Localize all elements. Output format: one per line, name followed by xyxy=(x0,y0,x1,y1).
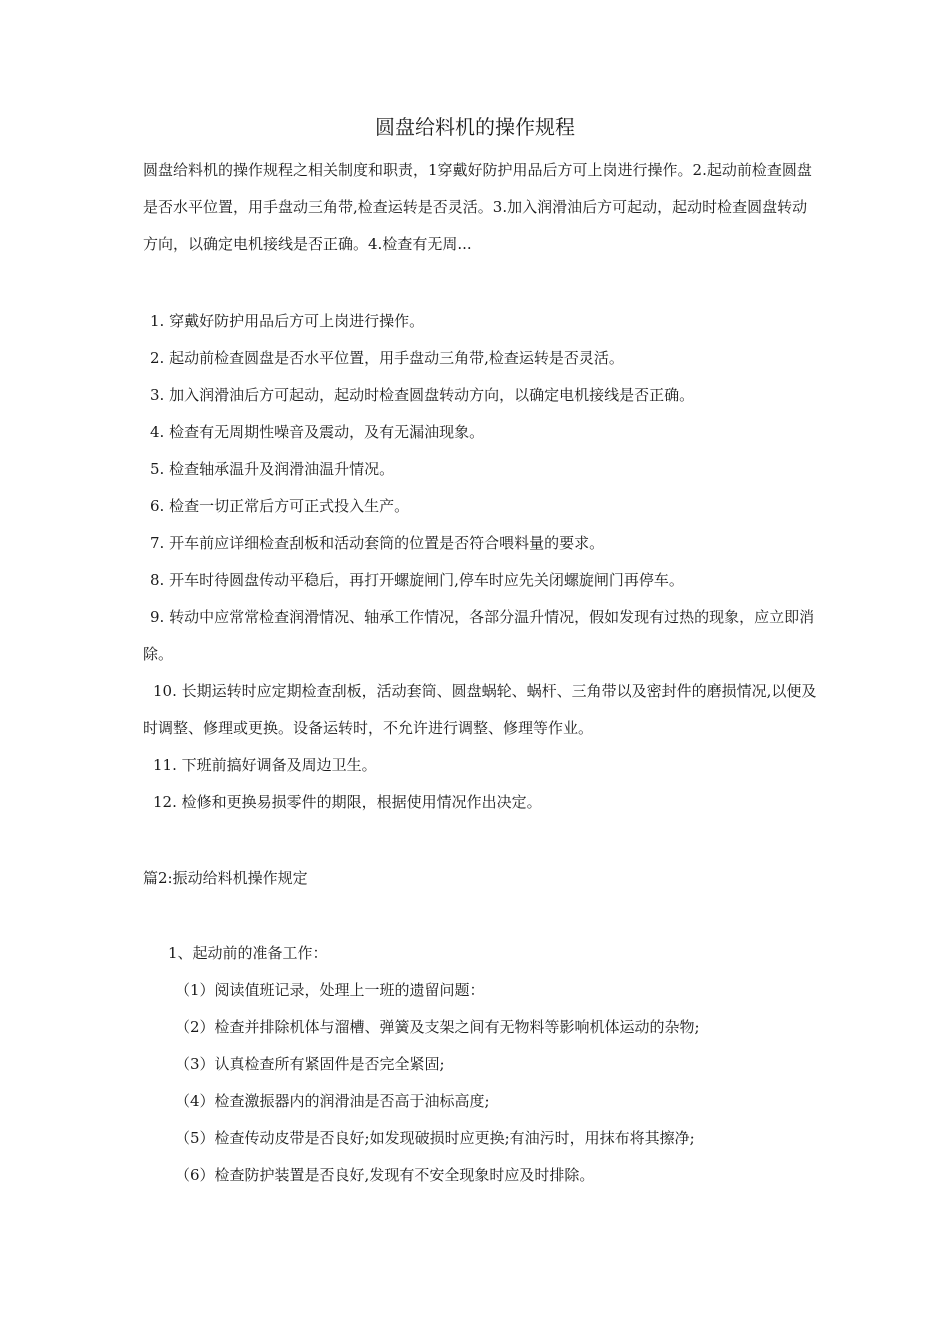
document-title: 圆盘给料机的操作规程 xyxy=(375,115,575,139)
preparation-step: （6）检查防护装置是否良好,发现有不安全现象时应及时排除。 xyxy=(175,1166,595,1184)
preparation-step: （1）阅读值班记录，处理上一班的遗留问题： xyxy=(175,981,485,999)
preparation-step: （4）检查激振器内的润滑油是否高于油标高度; xyxy=(175,1092,490,1110)
preparation-step: （2）检查并排除机体与溜槽、弹簧及支架之间有无物料等影响机体运动的杂物; xyxy=(175,1018,700,1036)
list-item: 7. 开车前应详细检查刮板和活动套筒的位置是否符合喂料量的要求。 xyxy=(150,534,605,552)
summary-paragraph: 圆盘给料机的操作规程之相关制度和职责，1穿戴好防护用品后方可上岗进行操作。2.起动前检查圆盘是否水平位置，用手盘动三角带,检查运转是否灵活。3.加入润滑油后方可起动，起动时检查圆盘转动方向，以确定电机接线是否正确。4.检查有无周... xyxy=(143,161,812,253)
preparation-section xyxy=(168,935,818,1194)
procedure-list xyxy=(143,303,819,821)
list-item: 12. 检修和更换易损零件的期限，根据使用情况作出决定。 xyxy=(153,793,542,811)
preparation-step: （3）认真检查所有紧固件是否完全紧固; xyxy=(175,1055,445,1073)
list-item: 11. 下班前搞好调备及周边卫生。 xyxy=(153,756,377,774)
list-item: 3. 加入润滑油后方可起动，起动时检查圆盘转动方向，以确定电机接线是否正确。 xyxy=(150,386,695,404)
list-item: 4. 检查有无周期性噪音及震动，及有无漏油现象。 xyxy=(150,423,485,441)
section-heading: 篇2:振动给料机操作规定 xyxy=(143,869,308,887)
preparation-heading: 1、起动前的准备工作： xyxy=(168,944,328,962)
list-item: 9. 转动中应常常检查润滑情况、轴承工作情况，各部分温升情况，假如发现有过热的现象，应立即消除。 xyxy=(143,608,815,663)
list-item: 6. 检查一切正常后方可正式投入生产。 xyxy=(150,497,410,515)
list-item: 5. 检查轴承温升及润滑油温升情况。 xyxy=(150,460,395,478)
preparation-step: （5）检查传动皮带是否良好;如发现破损时应更换;有油污时，用抹布将其擦净; xyxy=(175,1129,695,1147)
list-item: 1. 穿戴好防护用品后方可上岗进行操作。 xyxy=(150,312,425,330)
list-item: 10. 长期运转时应定期检查刮板，活动套筒、圆盘蜗轮、蜗杆、三角带以及密封件的磨损情况,以便及时调整、修理或更换。设备运转时，不允许进行调整、修理等作业。 xyxy=(143,682,817,737)
list-item: 8. 开车时待圆盘传动平稳后，再打开螺旋闸门,停车时应先关闭螺旋闸门再停车。 xyxy=(150,571,684,589)
list-item: 2. 起动前检查圆盘是否水平位置，用手盘动三角带,检查运转是否灵活。 xyxy=(150,349,624,367)
